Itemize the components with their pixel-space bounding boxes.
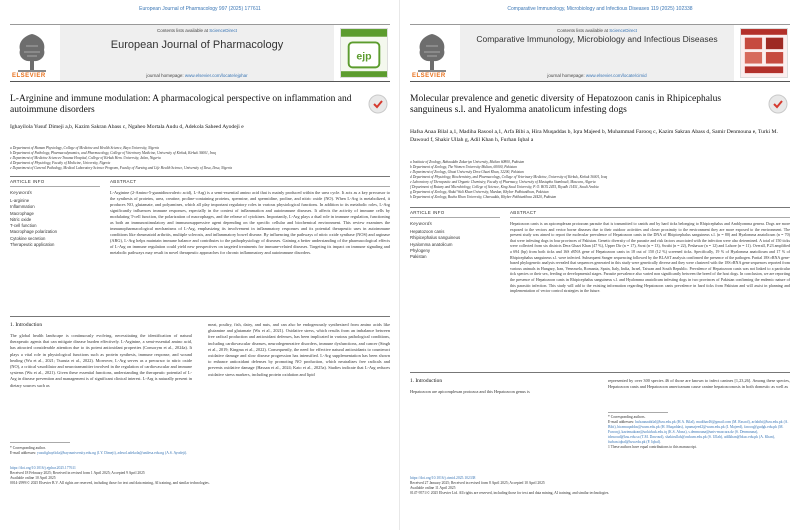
author-list: Hafsa Anaa Bilal a,1, Madiha Rasool a,1, Arfa Bibi a, Hira Muqaddas b, Iqra Majeed b, Muhammad Farooq c, Kazim Sakran Abass d, Samir Denmouna e, Turki M. Dawoud f, Shakir Ullah g, Adil Khan h, Furhan Iqbal a	[410, 129, 778, 143]
section-divider	[10, 316, 390, 317]
homepage-line	[60, 73, 334, 78]
journal-banner	[460, 25, 734, 81]
footnotes	[10, 446, 390, 456]
available-online: Available online 10 April 2025	[10, 476, 56, 480]
crossmark-icon[interactable]	[368, 94, 388, 114]
elsevier-tree-logo	[12, 28, 52, 74]
affiliation-item: a Department of Human Physiology, College of Medicine and Health Science, Bayo University, Nigeria	[10, 146, 160, 150]
introduction-column-2: meat, poultry, fish, dairy, and nuts, and can also be endogenously synthesized from amino acids like glutamine and glutamate (Wu et al., 2021). Oxidative stress, which results from an imbalance between free radical production and antioxidant defenses, has been implicated in various pathological conditions, including cardiovascular diseases, neurodegenerative disorders, immune dysfunctions, and cancer (Singh et al., 2019; Kingma et al., 2022). Consequently, the need for effective natural antioxidants to counteract oxidative damage and slow disease progression has intensified. L-Arg supplementation has been shown to enhance antioxidant defenses by promoting NO production, which neutralizes free radicals and prevents oxidative damage (Hassan et al., 2024; Kato et al., 2025a). Studies indicate that L-Arg reduces oxidative stress markers, including protein oxidation and lipid	[208, 322, 390, 377]
publisher-name: ELSEVIER	[412, 73, 446, 79]
available-online: Available online 11 April 2025	[410, 486, 456, 490]
journal-reference[interactable]: European Journal of Pharmacology 997 (2025) 177611	[139, 6, 261, 12]
keywords-heading: Keywords	[10, 190, 33, 195]
section-divider	[410, 372, 790, 373]
affiliation-item: c Department of Medicine Sciences-Trauma Hospital, College of Kirkuk Hem. University, Jalan, Nigeria	[10, 156, 161, 160]
affiliation-item: e Laboratory of Therapeutic and Organic Chemistry, Faculty of Pharmacy, University of Mustapha Stambouli, Mascara, Algeria	[410, 180, 596, 184]
email-note	[608, 420, 790, 445]
email-addresses[interactable]: yusufighayilola@bayouniversity.edu.ng (I.Y. Dimeji), adesol.adekola@unilesa.edu.ng (A.S. Ayodeji).	[37, 451, 188, 455]
abstract-rule	[510, 217, 790, 218]
copyright-notice: 0014-2999/© 2025 Elsevier B.V. All rights are reserved, including those for text and data mining, AI training, and similar technologies.	[10, 481, 210, 485]
doi-link[interactable]: https://doi.org/10.1016/j.ejphar.2025.177611	[10, 466, 76, 470]
affiliation-item: b Department of Zoology, The Women University Multan, 60000, Pakistan	[410, 165, 517, 169]
introduction-column-1: Hepatozoon are apicomplexan protozoa and this Hepatozoon genus is	[410, 389, 530, 394]
journal-header	[410, 24, 790, 82]
article-info-heading: ARTICLE INFO	[10, 179, 45, 184]
affiliation-item: c Department of Zoology, Ghazi University Dera Ghazi Khan, 32200, Pakistan	[410, 170, 524, 174]
journal-cover-image	[740, 28, 788, 78]
contents-prefix: Contents lists available at	[156, 28, 210, 33]
introduction-column-1: The global health landscape is continuously evolving, necessitating the identification of natural therapeutic agents that can mitigate disease burden effectively. L-Arginine, a semi-essential amino acid, has attracted considerable attention due to its potent antioxidant properties (Consorym et al., 2024a). It plays a vital role in physiological functions such as protein synthesis, immune response, and wound healing (Wu et al., 2021; Tsuruta et al., 2022). Moreover, L-Arg serves as a precursor to nitric oxide (NO), a critical vasodilator and neurotransmitter involved in the regulation of cardiovascular and immune systems (Wu et al., 2021). Given these essential functions, understanding the therapeutic potential of L-Arg in disease prevention and management is of significant clinical interest. L-Arg is naturally present in dietary sources such as	[10, 333, 192, 388]
journal-title: Comparative Immunology, Microbiology and Infectious Diseases	[476, 34, 718, 44]
right-paper-page	[400, 0, 800, 530]
keyword-item: Pakistan	[410, 254, 427, 260]
introduction-column-2: represented by over 300 species 46 of those are known to infect canines [1,23,26]. Among these species, Hepatozoon canis and Hepatozoon americanum cause canine hepatozoonosis in both domestic as well as	[608, 378, 790, 390]
footnote-rule	[10, 442, 70, 443]
email-prefix: E-mail addresses:	[608, 420, 636, 424]
keyword-item: Hyalomma anatolicum	[410, 241, 453, 247]
corresponding-author-note: * Corresponding author.	[10, 446, 46, 450]
article-history	[410, 476, 790, 496]
affiliation-item: a Institute of Zoology, Bahauddin Zakariya University, Multan 60800, Pakistan	[410, 160, 525, 164]
article-title: L-Arginine and immune modulation: A pharmacological perspective on inflammation and autoimmune disorders	[10, 94, 352, 115]
email-addresses[interactable]: hafsaanaabilal@bzu.edu.pk (H.A. Bilal), madihar46@gmail.com (M. Rasool), arfabibi@bzu.edu.pk (A. Bibi), hiramuqaddas@wum.edu.pk (H. Muqaddas), iqramajeed2@wum.edu.pk (I. Majeed), farooq@gudgk.edu.pk (M. Farooq), kazimsakran@uokirkuk.edu.iq (K.S. Abass), s.denmouna@univ-mascara.dz (S. Denmouna), tdawoud@ksu.edu.sa (T.M. Dawoud), shakirullah@awkum.edu.pk (S. Ullah), adilkhan@bkuc.edu.pk (A. Khan), furhan.iqbal@bzu.edu.pk (F. Iqbal).	[608, 420, 789, 444]
keyword-item: Macrophage polarization	[10, 229, 58, 235]
keyword-item: T-cell function	[10, 223, 37, 229]
article-info-rule	[10, 186, 100, 187]
footnotes	[608, 415, 790, 450]
affiliation-item: g Department of Zoology, Abdul Wali Khan University, Mardan, Khyber Pakhtunkhwa, Pakistan	[410, 190, 549, 194]
corresponding-author-note: * Corresponding authors.	[608, 415, 646, 419]
received-dates: Received 27 January 2025; Received in revised form 8 April 2025; Accepted 10 April 2025	[410, 481, 545, 485]
email-note	[10, 451, 390, 456]
affiliation-item: f Department of Botany and Microbiology, College of Science, King Saud University, P. O. BOX 2455, Riyadh 11451, Saudi Arabia	[410, 185, 599, 189]
keywords-heading: Keywords	[410, 221, 433, 226]
affiliation-item: d Department of Physiology, Biochemistry, and Pharmacology, College of Veterinary Medicine, University of Kirkuk, Kirkuk 36001, Iraq	[410, 175, 608, 179]
keyword-list	[410, 229, 500, 260]
journal-header	[10, 24, 390, 82]
affiliation-item: h Department of Zoology, Bacha Khan University, Charsadda, Khyber Pakhtunkhwa 24420, Pakistan	[410, 195, 557, 199]
journal-homepage-link[interactable]: www.elsevier.com/locate/ejphar	[184, 73, 248, 78]
keyword-item: Therapeutic application	[10, 242, 55, 248]
affiliation-item: d Department of Physiology, Faculty of Medicine, University, Nigeria	[10, 161, 111, 165]
keyword-item: Macrophage	[10, 210, 34, 216]
journal-homepage-link[interactable]: www.elsevier.com/locate/cimid	[585, 73, 647, 78]
contents-line	[460, 28, 734, 33]
keyword-item: Rhipicephalus sanguineus	[410, 235, 461, 241]
keyword-item: Phylogeny	[410, 247, 431, 253]
section-divider	[10, 176, 390, 177]
abstract-heading: ABSTRACT	[510, 210, 537, 215]
journal-cover-image	[340, 28, 388, 78]
elsevier-tree-logo	[412, 28, 452, 74]
publisher-name: ELSEVIER	[12, 73, 46, 79]
journal-banner	[60, 25, 334, 81]
keyword-item: L-arginine	[10, 198, 30, 203]
affiliation-item: e Department of General Pathology, Medical Laboratory Science Program, Faculty of Nursing and Life Health Science, University of Ilesa, Ilesa, Nigeria	[10, 166, 233, 170]
abstract-heading: ABSTRACT	[110, 179, 137, 184]
affiliation-item: b Department of Pathology, Pharmacodynamics, and Pharmacology, College of Veterinary Medicine, University of Kirkuk, Kirkuk 36001, Iraq	[10, 151, 216, 155]
keyword-item: Hepatozoon canis	[410, 229, 445, 234]
doi-link[interactable]: https://doi.org/10.1016/j.cimid.2025.102338	[410, 476, 476, 480]
footnote-rule	[608, 412, 668, 413]
introduction-heading: 1. Introduction	[10, 322, 43, 328]
keyword-item: Cytokine secretion	[10, 235, 46, 241]
journal-reference[interactable]: Comparative Immunology, Microbiology and Infectious Diseases 119 (2025) 102338	[507, 6, 693, 12]
contents-line	[60, 28, 334, 33]
copyright-notice: 0147-9571/© 2025 Elsevier Ltd. All rights are reserved, including those for text and data mining, AI training, and similar technologies.	[410, 491, 610, 495]
sciencedirect-link[interactable]: ScienceDirect	[609, 28, 638, 33]
article-title: Molecular prevalence and genetic diversity of Hepatozoon canis in Rhipicephalus sanguineus s.l. and Hyalomma anatolicum infesting dogs	[410, 94, 722, 115]
email-prefix: E-mail addresses:	[10, 451, 38, 455]
contents-prefix: Contents lists available at	[556, 28, 610, 33]
keyword-item: Inflammation	[10, 204, 35, 210]
cover-logo-text: ejp	[356, 50, 372, 63]
sciencedirect-link[interactable]: ScienceDirect	[209, 28, 238, 33]
article-history	[10, 466, 390, 486]
homepage-prefix: journal homepage:	[146, 73, 185, 78]
keyword-item: Nitric oxide	[10, 216, 32, 222]
crossmark-icon[interactable]	[768, 94, 788, 114]
introduction-heading: 1. Introduction	[410, 378, 443, 384]
abstract-text: Hepatozoon canis is an apicomplexan protozoan parasite that is transmitted to canids and by hard ticks belonging to Rhipicephalus and Amblyomma genera. Dogs are more exposed to the vectors and vector borne diseases due to their outdoor activities and closer proximity to the environment they are more exposed to the environment. The present study was aimed to report the molecular prevalence of Hepatozoon canis in the DNA of Rhipicephalus sanguineus s.l. (n = 80) and Hyalomma anatolicum (n = 70) that were infesting dogs in four provinces of Pakistan. Genetic diversity of the parasite and risk factors associated with the infection were also determined. A total of 150 ticks were collected from six districts Dera Ghazi Khan (47 %), Upper Dir (n = 17), Swat (n = 13), Swabi (n = 22), Peshawar (n = 12) and Lahore (n = 11). Overall, P.23 amplified a 694 (bp) from both ticks and 16S rRNA gene of Hepatozoon canis in 18 out of 150 (12 %) screened ticks. Specifically, 19 % of Hyalomma anatolicum and 17 % of Rhipicephalus sanguineus s.l. were infected. Subsequent Sanger sequencing followed by the BLAST analysis confirmed the presence of the pathogen. Partial 18S rRNA gene-based phylogenetic analysis revealed that sequences generated in this study were genetically diverse and they were clustered with the 18S rRNA gene sequences reported from various animals in Hungary, Iran, Venezuela, Romania, Spain, Italy, India, Israel, Taiwan and South Republic. Prevalence of Hepatozoon canis was not linked to a particular tick species or their sex, feeding or developmental stages. Parasite prevalence also varied non significantly between the breed of the host dogs. In conclusion, we are reporting the presence of Hepatozoon canis in Rhipicephalus sanguineus s.l. and Hyalomma anatolicum infesting dogs in two provinces of Pakistan confirming the endemic nature of this parasitic infection. This study will add to the existing information regarding Hepatozoon canis prevalence in hard ticks from Pakistan and will assist in planning and implementation of vector control strategies in the future.	[510, 221, 790, 294]
received-dates: Received 18 February 2025; Received in revised form 1 April 2025; Accepted 9 April 2025	[10, 471, 145, 475]
section-divider	[410, 207, 790, 208]
affiliations	[10, 146, 386, 171]
journal-title: European Journal of Pharmacology	[110, 39, 284, 51]
article-info-heading: ARTICLE INFO	[410, 210, 445, 215]
homepage-line	[460, 73, 734, 78]
abstract-text: L-Arginine (2-Amino-5-guanidinovaleric acid), L-Arg) is a semi-essential amino acid that is mainly produced within the urea cycle. It acts as a key precursor to the synthesis of proteins, urea, creatine, proline-containing proteins, spermine, and spermidine, proline, and nitric oxide (NO). When L-Arg is metabolized, it produces NO, glutamate, and polyamines, which all play important regulatory roles in various physiological functions. In addition to its metabolic roles, L-Arg significantly influences immune responses, especially in the context of inflammation and autoimmune diseases. It affects the activity of immune cells by modulating T-cell function, the polarization of macrophages, and the release of cytokines. Importantly, L-Arg plays a dual role in immune regulation, functioning as both an immunostimulatory and immunosuppressive agent depending on the specific cellular and biochemical environment. This review examines the immunopharmacological mechanisms of L-Arg, emphasizing its involvement in inflammatory responses and its potential therapeutic uses in autoimmune conditions like rheumatoid arthritis, multiple sclerosis, and inflammatory bowel disease. By influencing the pathways of nitric oxide synthase (NOS) and arginase (ARG), L-Arg helps maintain immune balance and contributes to the pathophysiology of diseases. Gaining a better understanding of the pharmacological effects of L-Arg on immune regulation could yield new perspectives on targeted treatments for immune-related diseases. Targeting its impact on immune signaling and metabolic pathways may result in novel therapeutic approaches for chronic inflammatory and autoimmune disorders.	[110, 190, 390, 255]
abstract-rule	[110, 186, 390, 187]
author-list: Ighayilola Yusuf Dimeji a,b, Kazim Sakran Abass c, Ngaheo Mortala Audu d, Adekola Saheed Ayodeji e	[10, 124, 244, 130]
article-info-rule	[410, 217, 500, 218]
equal-contribution-note: 1 These authors have equal contributions to this manuscript.	[608, 445, 697, 449]
keyword-list	[10, 198, 100, 248]
affiliations	[410, 160, 786, 200]
homepage-prefix: journal homepage:	[547, 73, 586, 78]
